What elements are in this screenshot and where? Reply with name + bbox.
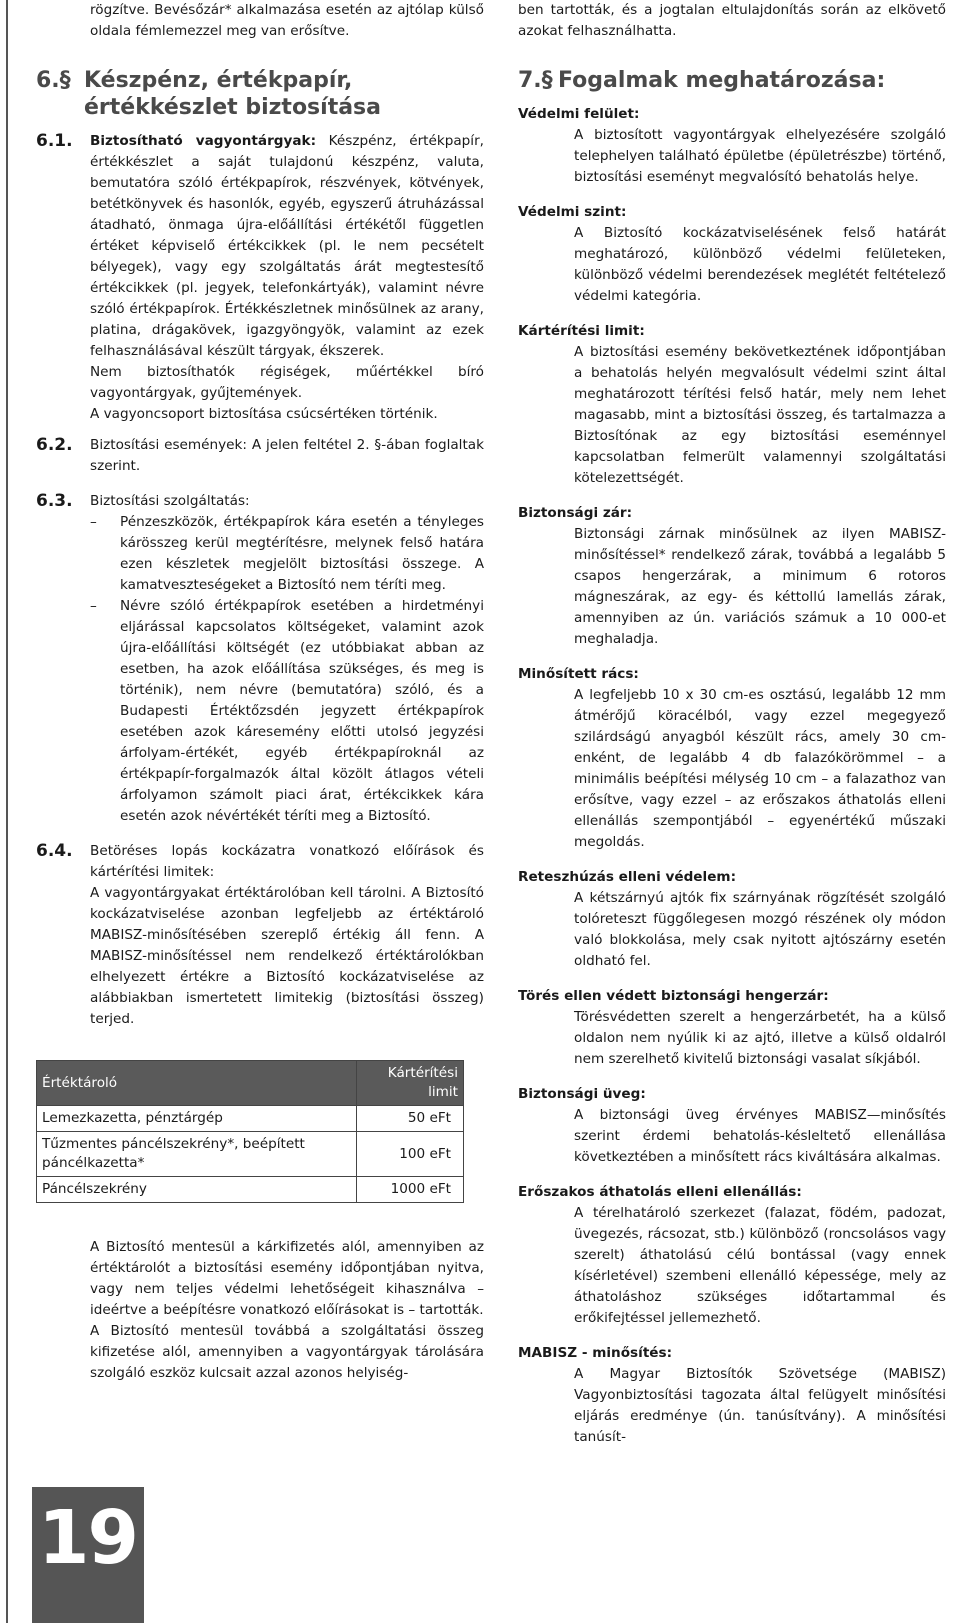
clause-number: 6.3. xyxy=(36,491,73,511)
definition-body: A biztosított vagyontárgyak elhelyezésére szolgáló telephelyen található épületbe (épületrészbe) történő, biztosítási eseményt megvalósító behatolás helye. xyxy=(574,127,946,185)
left-margin-rule xyxy=(6,0,8,1623)
definition-body: A biztonsági üveg érvényes MABISZ—minősítés szerint érdemi behatolás-késleltető ellenállása következtében a minősített rács kiváltására alkalmas. xyxy=(574,1107,946,1165)
clause-6-2 xyxy=(36,435,484,477)
definition-term: Védelmi szint: xyxy=(518,204,627,220)
definition-item xyxy=(518,986,946,1070)
section-number: 6.§ xyxy=(36,68,71,93)
definition-term: MABISZ - minősítés: xyxy=(518,1345,673,1361)
right-column xyxy=(518,0,946,1448)
paragraph: A Biztosító mentesül a kárkifizetés alól, amennyiben az értéktárolót a biztosítási esemény időpontjában nyitva, vagy nem teljes védelmi lehetőségeit kihasználva – ideértve a beépítésre vonatkozó előírásokat is – tartották. xyxy=(90,1239,484,1318)
clause-body xyxy=(90,131,484,425)
page-number: 19 xyxy=(38,1495,137,1581)
clause-6-1 xyxy=(36,131,484,425)
definition-body: A biztosítási esemény bekövetkeztének időpontjában a behatolás helyén megvalósult védelmi szint által meghatározott térítési felső határ, mely nem lehet magasabb, mint a biztosítási összeg, és tartalmazza a Biztosítónak az egy biztosítási eseménnyel kapcsolatban felmerült valamennyi szolgáltatási kötelezettségét. xyxy=(574,344,946,486)
clause-paragraph: Nem biztosíthatók régiségek, műértékkel bíró vagyontárgyak, gyűjtemények. xyxy=(90,364,484,401)
section-7-heading xyxy=(518,67,946,94)
definition-item xyxy=(518,321,946,489)
table-row xyxy=(37,1132,464,1177)
definition-body: Törésvédetten szerelt a hengerzárbetét, ha a külső oldalon nem nyúlik ki az ajtó, illetve a külső oldalról nem szerelhető kivitelű biztonsági vasalat síkjából. xyxy=(574,1009,946,1067)
definition-term: Biztonsági üveg: xyxy=(518,1086,646,1102)
intro-text-right: ben tartották, és a jogtalan eltulajdonítás során az elkövető azokat felhasználhatta. xyxy=(518,2,946,39)
clause-number: 6.2. xyxy=(36,435,73,455)
definition-item xyxy=(518,104,946,188)
definition-item xyxy=(518,1343,946,1448)
limits-table xyxy=(36,1060,464,1203)
table-cell: Lemezkazetta, pénztárgép xyxy=(37,1106,357,1132)
list-item: – Pénzeszközök, értékpapírok kára esetén a tényleges kárösszeg kerül megtérítésre, melynek felső határa ezen készletek megjelölt biztosítási összege. A kamatveszteségeket a Biztosító nem téríti meg. xyxy=(90,512,484,596)
post-table-text xyxy=(90,1237,484,1384)
definition-item xyxy=(518,202,946,307)
clause-number: 6.4. xyxy=(36,841,73,861)
section-number: 7.§ xyxy=(518,68,553,93)
clause-6-3 xyxy=(36,491,484,827)
list-item: – Névre szóló értékpapírok esetében a hirdetményi eljárással kapcsolatos költségeket, valamint azok újra-előállítási költségét (ez utóbbiakat abban az esetben, ha azok előállítása szükséges, és meg is történik), nem névre (bemutatóra) szóló, és a Budapesti Értéktőzsdén jegyzett értékpapírok esetében azok káresemény előtti utolsó jegyzési árfolyam-értékét, egyéb értékpapíroknál az értékpapír-forgalmazók által közölt átlagos vételi árfolyamon számolt piaci árat, értékcikkek kára esetén azok névértékét téríti meg a Biztosító. xyxy=(90,596,484,827)
definition-body: A legfeljebb 10 x 30 cm-es osztású, legalább 12 mm átmérőjű köracélból, vagy ezzel megegyező szilárdságú anyagból készült rács, amely 30 cm-enként, de legalább 4 db falazókörömmel – a minimális beépítési mélység 10 cm – a falazathoz van erősítve, vagy ezzel – az erőszakos áthatolás elleni ellenállás szempontjából – egyenértékű műszaki megoldás. xyxy=(574,687,946,850)
table-header-row xyxy=(37,1061,464,1106)
definition-item xyxy=(518,1084,946,1168)
intro-text-left: rögzítve. Bevésőzár* alkalmazása esetén az ajtólap külső oldala fémlemezzel meg van erősítve. xyxy=(90,2,484,39)
definition-body: A térelhatároló szerkezet (falazat, födém, padozat, üvegezés, rácsozat, stb.) különböző (roncsolásos vagy szerelt) áthatolású célú bontással (vagy ennek kísérletével) szembeni ellenálló képessége, mely az áthatoláshoz szükséges időtartammal és erőkifejtéssel jellemezhető. xyxy=(574,1205,946,1326)
column-header: Értéktároló xyxy=(37,1061,357,1106)
definition-item xyxy=(518,664,946,853)
definition-item xyxy=(518,1182,946,1329)
definition-term: Erőszakos áthatolás elleni ellenállás: xyxy=(518,1184,802,1200)
column-header: Kártérítési limit xyxy=(356,1061,463,1106)
definition-term: Reteszhúzás elleni védelem: xyxy=(518,869,737,885)
table-cell: 50 eFt xyxy=(356,1106,463,1132)
definition-item xyxy=(518,503,946,650)
paragraph: A Biztosító mentesül továbbá a szolgáltatási összeg kifizetése alól, amennyiben a vagyontárgyak tárolására szolgáló eszköz kulcsait azzal azonos helyiség- xyxy=(90,1323,484,1381)
clause-paragraph: Biztosítható vagyontárgyak: Készpénz, értékpapír, értékkészlet a saját tulajdonú készpénz, valuta, bemutatóra szóló értékpapírok, részvények, kötvények, betétkönyvek és hasonlók, egyéb, egyszerű átruházással átadható, önmaga újra-előállítási értékétől független értéket képviselő értékcikkek (pl. le nem pecsételt bélyegek), vagy egy szolgáltatás árát megtestesítő értékcikkek (pl. jegyek, telefonkártyák), valamint névre szóló értékpapírok. Értékkészletnek minősülnek az arany, platina, drágakövek, igazgyöngyök, valamint az ezek felhasználásával készült tárgyak, ékszerek. xyxy=(90,133,484,359)
definition-term: Törés ellen védett biztonsági hengerzár: xyxy=(518,988,829,1004)
section-6-heading xyxy=(36,67,484,121)
table-row xyxy=(37,1177,464,1203)
table-cell: 100 eFt xyxy=(356,1132,463,1177)
left-column xyxy=(36,0,484,1384)
clause-paragraph: Biztosítási szolgáltatás: xyxy=(90,493,250,509)
definition-item xyxy=(518,867,946,972)
table-cell: Tűzmentes páncélszekrény*, beépített páncélkazetta* xyxy=(37,1132,357,1177)
clause-paragraph: A vagyoncsoport biztosítása csúcsértéken történik. xyxy=(90,406,438,422)
dash-list xyxy=(90,512,484,827)
clause-paragraph: Biztosítási események: A jelen feltétel 2. §-ában foglaltak szerint. xyxy=(90,437,484,474)
definition-term: Minősített rács: xyxy=(518,666,639,682)
section-title: Fogalmak meghatározása: xyxy=(558,68,886,93)
clause-number: 6.1. xyxy=(36,131,73,151)
definition-term: Biztonsági zár: xyxy=(518,505,633,521)
definition-body: Biztonsági zárnak minősülnek az ilyen MABISZ-minősítéssel* rendelkező zárak, továbbá a legalább 5 csapos hengerzárak, a minimum 6 rotoros mágneszárak, az egy- és kéttollú lamellás zárak, amennyiben az ún. variációs számuk a 10 000-et meghaladja. xyxy=(574,526,946,647)
table-row xyxy=(37,1106,464,1132)
clause-paragraph: A vagyontárgyakat értéktárolóban kell tárolni. A Biztosító kockázatviselése azonban legfeljebb az értéktároló MABISZ-minősítésében szereplő értékig áll fenn. A MABISZ-minősítéssel nem rendelkező értéktárolókban elhelyezett értékre a Biztosító kockázatviselése az alábbiakban ismertetett limitekig (biztosítási összeg) terjed. xyxy=(90,885,484,1027)
section-title: Készpénz, értékpapír, értékkészlet biztosítása xyxy=(84,68,381,120)
definition-term: Védelmi felület: xyxy=(518,106,640,122)
clause-6-4 xyxy=(36,841,484,1030)
definition-body: A kétszárnyú ajtók fix szárnyának rögzítését szolgáló tolóreteszt függőlegesen mozgó részének oly módon való blokkolása, mely csak nyitott ajtószárny esetén oldható fel. xyxy=(574,890,946,969)
definition-body: A Magyar Biztosítók Szövetsége (MABISZ) Vagyonbiztosítási tagozata által felügyelt minősítési eljárás eredménye (ún. tanúsítvány). A minősítési tanúsít- xyxy=(574,1366,946,1445)
table-cell: 1000 eFt xyxy=(356,1177,463,1203)
clause-paragraph: Betöréses lopás kockázatra vonatkozó előírások és kártérítési limitek: xyxy=(90,843,484,880)
definition-term: Kártérítési limit: xyxy=(518,323,645,339)
table-cell: Páncélszekrény xyxy=(37,1177,357,1203)
definition-body: A Biztosító kockázatviselésének felső határát meghatározó, különböző védelmi felületeken, különböző védelmi berendezések meglétét feltételező védelmi kategória. xyxy=(574,225,946,304)
definitions-list xyxy=(518,104,946,1448)
